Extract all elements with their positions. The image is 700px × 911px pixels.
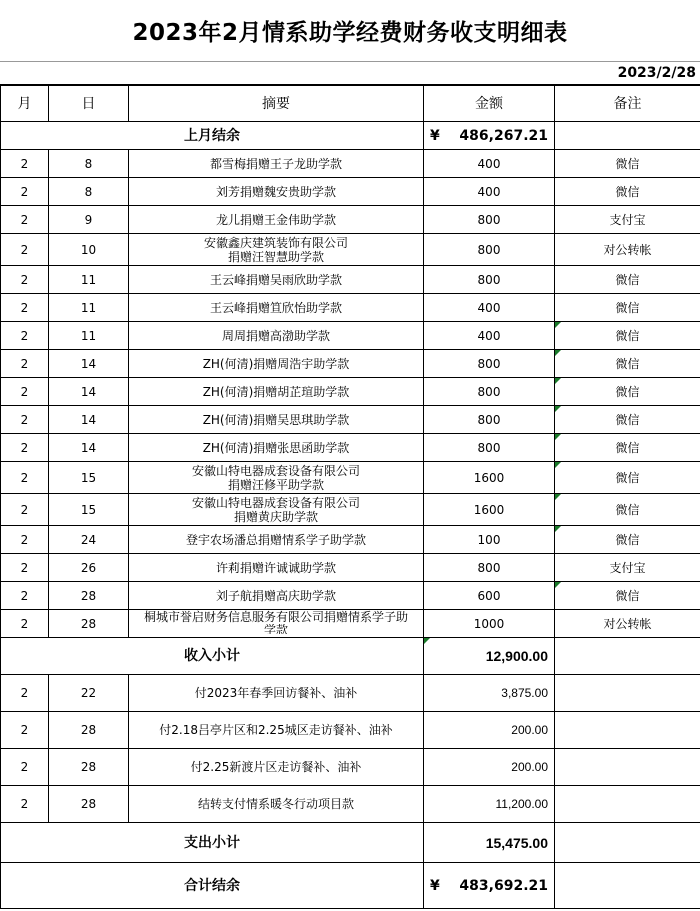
table-row bbox=[1, 712, 700, 749]
cell-day: 11 bbox=[49, 294, 129, 322]
cell-note: 微信 bbox=[555, 350, 700, 378]
cell-summary: 刘子航捐赠高庆助学款 bbox=[129, 582, 424, 610]
cell-day: 14 bbox=[49, 350, 129, 378]
cell-day: 14 bbox=[49, 406, 129, 434]
cell-summary bbox=[129, 234, 424, 266]
table-row bbox=[1, 178, 700, 206]
cell-day: 28 bbox=[49, 582, 129, 610]
table-row bbox=[1, 266, 700, 294]
cell-amount: 800 bbox=[424, 406, 555, 434]
ledger-table bbox=[0, 85, 700, 909]
cell-amount: 400 bbox=[424, 150, 555, 178]
cell-summary bbox=[129, 494, 424, 526]
cell-amount: 200.00 bbox=[424, 712, 555, 749]
cell-summary: ZH(何清)捐赠吴思琪助学款 bbox=[129, 406, 424, 434]
closing-amount-cell bbox=[424, 863, 555, 909]
col-summary-header: 摘要 bbox=[129, 86, 424, 122]
cell-note: 微信 bbox=[555, 322, 700, 350]
cell-day: 28 bbox=[49, 712, 129, 749]
cell-month: 2 bbox=[1, 786, 49, 823]
cell-summary: 付2023年春季回访餐补、油补 bbox=[129, 675, 424, 712]
table-row bbox=[1, 378, 700, 406]
cell-summary: 周周捐赠高渤助学款 bbox=[129, 322, 424, 350]
cell-day: 9 bbox=[49, 206, 129, 234]
income-subtotal-amount: 12,900.00 bbox=[424, 638, 555, 675]
expense-subtotal-label: 支出小计 bbox=[1, 823, 424, 863]
opening-label: 上月结余 bbox=[1, 122, 424, 150]
col-note-header: 备注 bbox=[555, 86, 700, 122]
cell-note: 支付宝 bbox=[555, 206, 700, 234]
cell-month: 2 bbox=[1, 749, 49, 786]
cell-summary: 都雪梅捐赠王子龙助学款 bbox=[129, 150, 424, 178]
closing-note bbox=[555, 863, 700, 909]
table-row bbox=[1, 294, 700, 322]
cell-day: 24 bbox=[49, 526, 129, 554]
cell-amount: 800 bbox=[424, 234, 555, 266]
cell-amount: 11,200.00 bbox=[424, 786, 555, 823]
cell-note: 微信 bbox=[555, 266, 700, 294]
cell-note: 微信 bbox=[555, 406, 700, 434]
cell-month: 2 bbox=[1, 150, 49, 178]
cell-day: 8 bbox=[49, 150, 129, 178]
cell-note: 微信 bbox=[555, 378, 700, 406]
cell-note: 微信 bbox=[555, 462, 700, 494]
cell-day: 26 bbox=[49, 554, 129, 582]
cell-amount: 1600 bbox=[424, 462, 555, 494]
cell-note: 微信 bbox=[555, 150, 700, 178]
cell-day: 15 bbox=[49, 462, 129, 494]
opening-balance-row bbox=[1, 122, 700, 150]
cell-month: 2 bbox=[1, 462, 49, 494]
cell-note: 微信 bbox=[555, 582, 700, 610]
col-month-header: 月 bbox=[1, 86, 49, 122]
cell-month: 2 bbox=[1, 266, 49, 294]
table-row bbox=[1, 494, 700, 526]
cell-note: 微信 bbox=[555, 178, 700, 206]
cell-amount: 800 bbox=[424, 206, 555, 234]
closing-balance-row bbox=[1, 863, 700, 909]
cell-month: 2 bbox=[1, 712, 49, 749]
cell-note: 微信 bbox=[555, 526, 700, 554]
cell-summary: ZH(何清)捐赠张思函助学款 bbox=[129, 434, 424, 462]
cell-day: 15 bbox=[49, 494, 129, 526]
cell-day: 14 bbox=[49, 434, 129, 462]
cell-day: 28 bbox=[49, 749, 129, 786]
table-row bbox=[1, 610, 700, 638]
cell-amount: 800 bbox=[424, 554, 555, 582]
cell-note: 支付宝 bbox=[555, 554, 700, 582]
cell-month: 2 bbox=[1, 494, 49, 526]
cell-amount: 800 bbox=[424, 266, 555, 294]
cell-month: 2 bbox=[1, 526, 49, 554]
cell-amount: 400 bbox=[424, 322, 555, 350]
cell-amount: 400 bbox=[424, 178, 555, 206]
cell-note bbox=[555, 675, 700, 712]
expense-subtotal-note bbox=[555, 823, 700, 863]
table-row bbox=[1, 206, 700, 234]
cell-month: 2 bbox=[1, 178, 49, 206]
summary-line-1: 安徽山特电器成套设备有限公司 bbox=[191, 495, 360, 510]
cell-day: 28 bbox=[49, 610, 129, 638]
cell-summary: 王云峰捐赠吴雨欣助学款 bbox=[129, 266, 424, 294]
expense-subtotal-amount: 15,475.00 bbox=[424, 823, 555, 863]
cell-month: 2 bbox=[1, 610, 49, 638]
cell-month: 2 bbox=[1, 406, 49, 434]
income-subtotal-row bbox=[1, 638, 700, 675]
cell-amount: 600 bbox=[424, 582, 555, 610]
summary-line-2: 学款 bbox=[263, 624, 288, 634]
summary-line-2: 捐赠汪修平助学款 bbox=[227, 477, 324, 492]
opening-currency: ¥ bbox=[430, 127, 440, 144]
cell-amount: 800 bbox=[424, 350, 555, 378]
date-row bbox=[0, 62, 700, 85]
cell-note: 微信 bbox=[555, 494, 700, 526]
cell-note: 对公转帐 bbox=[555, 234, 700, 266]
report-date: 2023/2/28 bbox=[617, 65, 696, 81]
cell-month: 2 bbox=[1, 234, 49, 266]
cell-note bbox=[555, 749, 700, 786]
cell-day: 10 bbox=[49, 234, 129, 266]
summary-line-2: 捐赠黄庆助学款 bbox=[233, 509, 318, 524]
table-row bbox=[1, 554, 700, 582]
cell-note: 微信 bbox=[555, 434, 700, 462]
income-subtotal-label: 收入小计 bbox=[1, 638, 424, 675]
cell-month: 2 bbox=[1, 554, 49, 582]
cell-summary: ZH(何清)捐赠胡芷瑄助学款 bbox=[129, 378, 424, 406]
cell-day: 22 bbox=[49, 675, 129, 712]
cell-amount: 800 bbox=[424, 378, 555, 406]
table-row bbox=[1, 434, 700, 462]
opening-amount: 486,267.21 bbox=[459, 127, 548, 144]
header-row bbox=[1, 86, 700, 122]
cell-day: 14 bbox=[49, 378, 129, 406]
income-subtotal-note bbox=[555, 638, 700, 675]
cell-summary: 许莉捐赠许诚诚助学款 bbox=[129, 554, 424, 582]
table-row bbox=[1, 322, 700, 350]
cell-amount: 3,875.00 bbox=[424, 675, 555, 712]
cell-day: 11 bbox=[49, 266, 129, 294]
cell-month: 2 bbox=[1, 322, 49, 350]
table-row bbox=[1, 234, 700, 266]
table-row bbox=[1, 675, 700, 712]
col-day-header: 日 bbox=[49, 86, 129, 122]
cell-amount: 1000 bbox=[424, 610, 555, 638]
table-row bbox=[1, 462, 700, 494]
cell-month: 2 bbox=[1, 350, 49, 378]
table-row bbox=[1, 526, 700, 554]
cell-month: 2 bbox=[1, 434, 49, 462]
cell-month: 2 bbox=[1, 206, 49, 234]
cell-day: 8 bbox=[49, 178, 129, 206]
table-row bbox=[1, 150, 700, 178]
table-row bbox=[1, 350, 700, 378]
summary-line-1: 桐城市誉启财务信息服务有限公司捐赠情系学子助 bbox=[143, 610, 408, 624]
table-row bbox=[1, 749, 700, 786]
cell-summary: 龙儿捐赠王金伟助学款 bbox=[129, 206, 424, 234]
closing-amount: 483,692.21 bbox=[459, 877, 548, 894]
cell-summary: 付2.25新渡片区走访餐补、油补 bbox=[129, 749, 424, 786]
cell-month: 2 bbox=[1, 294, 49, 322]
cell-summary bbox=[129, 462, 424, 494]
col-amount-header: 金额 bbox=[424, 86, 555, 122]
cell-day: 11 bbox=[49, 322, 129, 350]
cell-month: 2 bbox=[1, 582, 49, 610]
cell-amount: 100 bbox=[424, 526, 555, 554]
cell-note: 对公转帐 bbox=[555, 610, 700, 638]
closing-label: 合计结余 bbox=[1, 863, 424, 909]
cell-note bbox=[555, 786, 700, 823]
opening-note bbox=[555, 122, 700, 150]
cell-amount: 400 bbox=[424, 294, 555, 322]
cell-amount: 200.00 bbox=[424, 749, 555, 786]
cell-note bbox=[555, 712, 700, 749]
cell-summary: 付2.18吕亭片区和2.25城区走访餐补、油补 bbox=[129, 712, 424, 749]
page-title: 2023年2月情系助学经费财务收支明细表 bbox=[0, 0, 700, 62]
cell-amount: 800 bbox=[424, 434, 555, 462]
cell-amount: 1600 bbox=[424, 494, 555, 526]
cell-summary: 结转支付情系暖冬行动项目款 bbox=[129, 786, 424, 823]
cell-summary: 登宇农场潘总捐赠情系学子助学款 bbox=[129, 526, 424, 554]
cell-month: 2 bbox=[1, 378, 49, 406]
cell-summary bbox=[129, 610, 424, 638]
closing-currency: ¥ bbox=[430, 877, 440, 894]
cell-day: 28 bbox=[49, 786, 129, 823]
cell-note: 微信 bbox=[555, 294, 700, 322]
cell-summary: 刘芳捐赠魏安贵助学款 bbox=[129, 178, 424, 206]
cell-summary: ZH(何清)捐赠周浩宇助学款 bbox=[129, 350, 424, 378]
opening-amount-cell bbox=[424, 122, 555, 150]
summary-line-2: 捐赠汪智慧助学款 bbox=[227, 249, 324, 264]
table-row bbox=[1, 786, 700, 823]
cell-month: 2 bbox=[1, 675, 49, 712]
expense-subtotal-row bbox=[1, 823, 700, 863]
cell-summary: 王云峰捐赠笪欣怡助学款 bbox=[129, 294, 424, 322]
summary-line-1: 安徽山特电器成套设备有限公司 bbox=[191, 463, 360, 478]
summary-line-1: 安徽鑫庆建筑装饰有限公司 bbox=[203, 235, 348, 250]
table-row bbox=[1, 406, 700, 434]
table-row bbox=[1, 582, 700, 610]
